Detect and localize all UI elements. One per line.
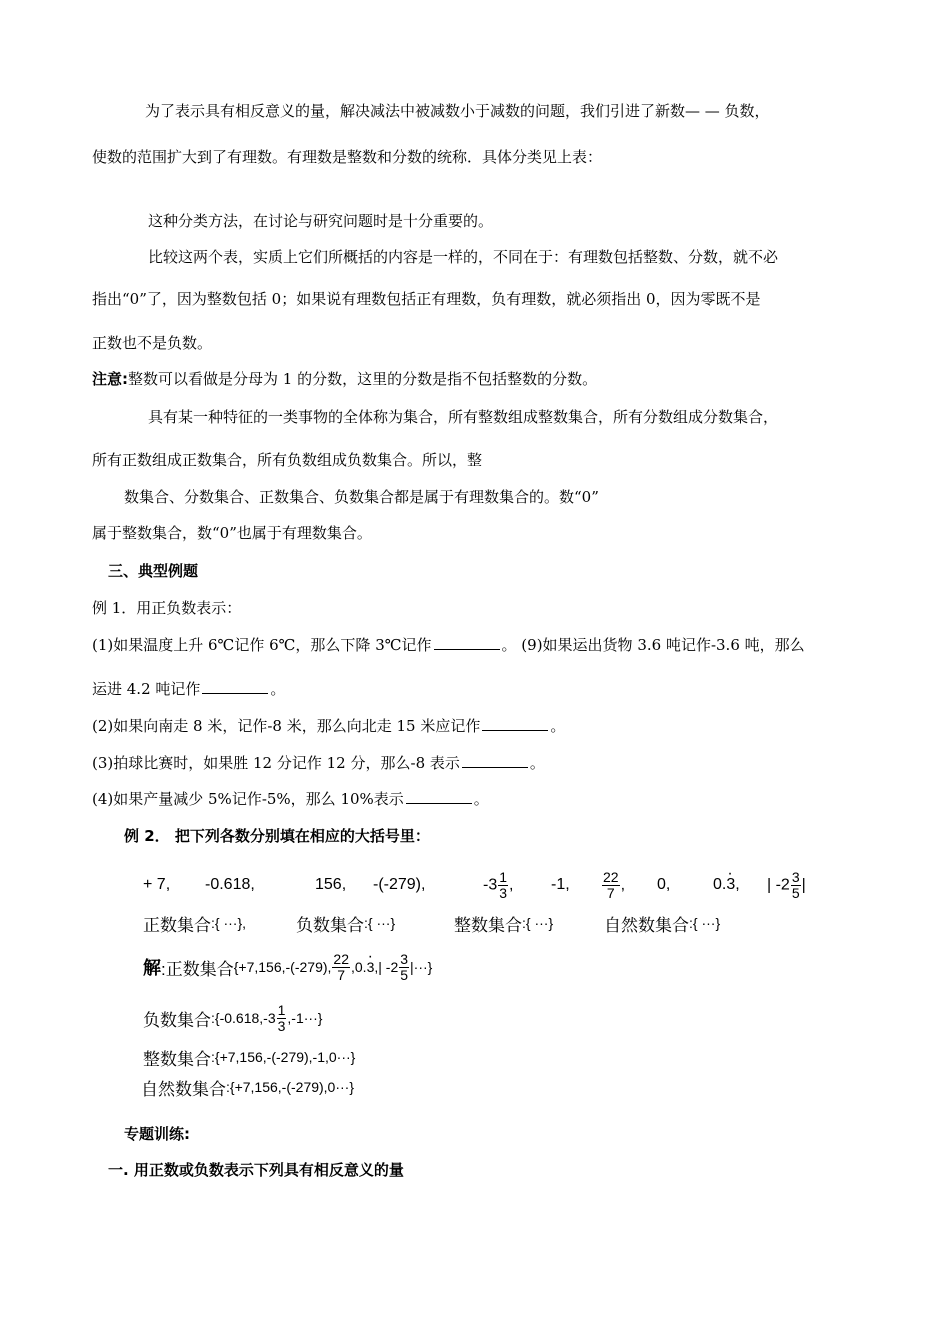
answer-blank[interactable] [202,679,268,694]
denominator: 7 [337,966,346,983]
example1-q4 [92,789,489,809]
paragraph-classification: 这种分类方法，在讨论与研究问题时是十分重要的。 [148,212,494,230]
denominator: 3 [277,1017,286,1034]
answer-part: :{+7,156,-(-279),0···} [226,1079,355,1095]
number-item: -0.618, [205,876,255,893]
punct: 。 [550,717,566,735]
numerator: 1 [499,868,508,885]
note-text: 整数可以看做是分母为 1 的分数，这里的分数是指不包括整数的分数。 [128,370,598,388]
note-label: 注意: [92,370,128,388]
example1-q3-text: (3)拍球比赛时，如果胜 12 分记作 12 分，那么-8 表示 [92,754,460,772]
example2-title: 例 2． 把下列各数分别填在相应的大括号里： [124,827,430,845]
example1-q9-cont [92,679,285,699]
example1-q4-text: (4)如果产量减少 5%记作-5%，那么 10%表示 [92,790,404,808]
example1-q2 [92,716,565,736]
example2-sets-row [143,910,720,936]
abs-close: | [801,876,806,894]
example1-q3 [92,753,545,773]
repeating-digit: · 3 [726,876,735,894]
number-item: 156, [315,876,347,893]
punct: , [620,876,626,894]
example1-q1-text: (1)如果温度上升 6℃记作 6℃，那么下降 3℃记作 [92,636,432,654]
answer-negative-label: 负数集合 [143,1010,211,1030]
answer-blank[interactable] [434,635,500,650]
set-label-integer: 整数集合 [454,915,522,935]
punct: , [735,876,740,893]
fraction [332,952,350,983]
answer-part: :{-0.618,-3 [211,1010,276,1026]
denominator: 5 [791,884,800,901]
answer-integer-set [143,1045,355,1069]
example1-q2-text: (2)如果向南走 8 米，记作-8 米，那么向北走 15 米应记作 [92,717,481,735]
answer-natural-set [141,1075,354,1099]
abs-open: | -2 [767,876,790,894]
fraction [602,870,620,901]
set-braces: :{ ···} [689,915,721,931]
denominator: 7 [606,884,615,901]
answer-blank[interactable] [462,753,528,768]
denominator: 3 [499,884,508,901]
paragraph-sets-line1: 具有某一种特征的一类事物的全体称为集合，所有整数组成整数集合，所有分数组成分数集合， [148,408,779,426]
answer-positive-label: :正数集合 [161,959,234,979]
answer-part: ,| -2 [374,959,399,975]
number-item: -1, [551,876,570,893]
example1-q9-cont-text: 运进 4.2 吨记作 [92,680,201,698]
answer-positive-set [143,944,432,990]
paragraph-intro-line1: 为了表示具有相反意义的量，解决减法中被减数小于减数的问题，我们引进了新数— — 负数， [145,102,770,120]
answer-label: 解 [143,958,161,979]
punct: 。 [473,790,489,808]
answer-part: ,-1···} [287,1010,323,1026]
answer-blank[interactable] [406,789,472,804]
answer-negative-set [143,996,322,1040]
number-item-fraction [601,870,657,901]
paragraph-compare-line1: 比较这两个表，实质上它们所概括的内容是一样的，不同在于：有理数包括整数、分数，就不必 [148,248,779,266]
answer-part: {+7,156,-(-279), [233,959,332,975]
set-label-negative: 负数集合 [296,915,364,935]
paragraph-sets-line3: 数集合、分数集合、正数集合、负数集合都是属于有理数集合的。数“0” [124,488,599,506]
repeating-digit: · 3 [367,959,375,975]
numerator: 3 [400,950,409,967]
answer-blank[interactable] [482,716,548,731]
answer-natural-label: 自然数集合 [141,1079,226,1099]
paragraph-intro-line2: 使数的范围扩大到了有理数。有理数是整数和分数的统称．具体分类见上表： [92,148,603,166]
section-title-examples: 三、典型例题 [108,562,199,580]
answer-integer-label: 整数集合 [143,1049,211,1069]
number-part: 0. [713,876,727,893]
number-item: + 7, [143,876,171,893]
example2-number-row [143,862,806,908]
set-braces: :{ ···} [522,915,554,931]
fraction [399,952,409,983]
paragraph-sets-line4: 属于整数集合，数“0”也属于有理数集合。 [92,524,372,542]
answer-part: ,0. [350,959,367,975]
numerator: 1 [277,1001,286,1018]
fraction [498,870,508,901]
paragraph-compare-line2: 指出“0”了，因为整数包括 0；如果说有理数包括正有理数，负有理数，就必须指出 0，因为零既不是 [92,290,761,308]
fraction [277,1003,287,1034]
paragraph-sets-line2: 所有正数组成正数集合，所有负数组成负数集合。所以，整 [92,451,483,469]
whole-part: -3 [483,876,498,894]
numerator: 3 [791,868,800,885]
punct: 。 [270,680,286,698]
numerator: 22 [603,868,619,885]
set-braces: :{ ···}, [211,915,247,931]
number-item-mixed [483,870,551,901]
punct: 。 [529,754,545,772]
note-line [92,369,597,389]
example1-q1 [92,635,805,655]
punct: , [509,876,514,894]
numerator: 22 [333,950,349,967]
training-title: 专题训练: [124,1125,190,1143]
number-item: 0, [657,876,671,893]
example1-title: 例 1．用正负数表示： [92,599,242,617]
fraction [791,870,801,901]
example1-q9-text: 。 (9)如果运出货物 3.6 吨记作-3.6 吨，那么 [501,636,805,654]
set-label-natural: 自然数集合 [604,915,689,935]
denominator: 5 [400,966,409,983]
number-item-repeating [713,876,767,894]
paragraph-compare-line3: 正数也不是负数。 [92,334,213,352]
answer-part: :{+7,156,-(-279),-1,0···} [211,1049,356,1065]
number-item-abs [767,870,806,901]
set-braces: :{ ···} [364,915,396,931]
training-item-1: 一. 用正数或负数表示下列具有相反意义的量 [108,1161,404,1179]
number-item: -(-279), [373,876,426,893]
set-label-positive: 正数集合 [143,915,211,935]
answer-part: |···} [410,959,433,975]
